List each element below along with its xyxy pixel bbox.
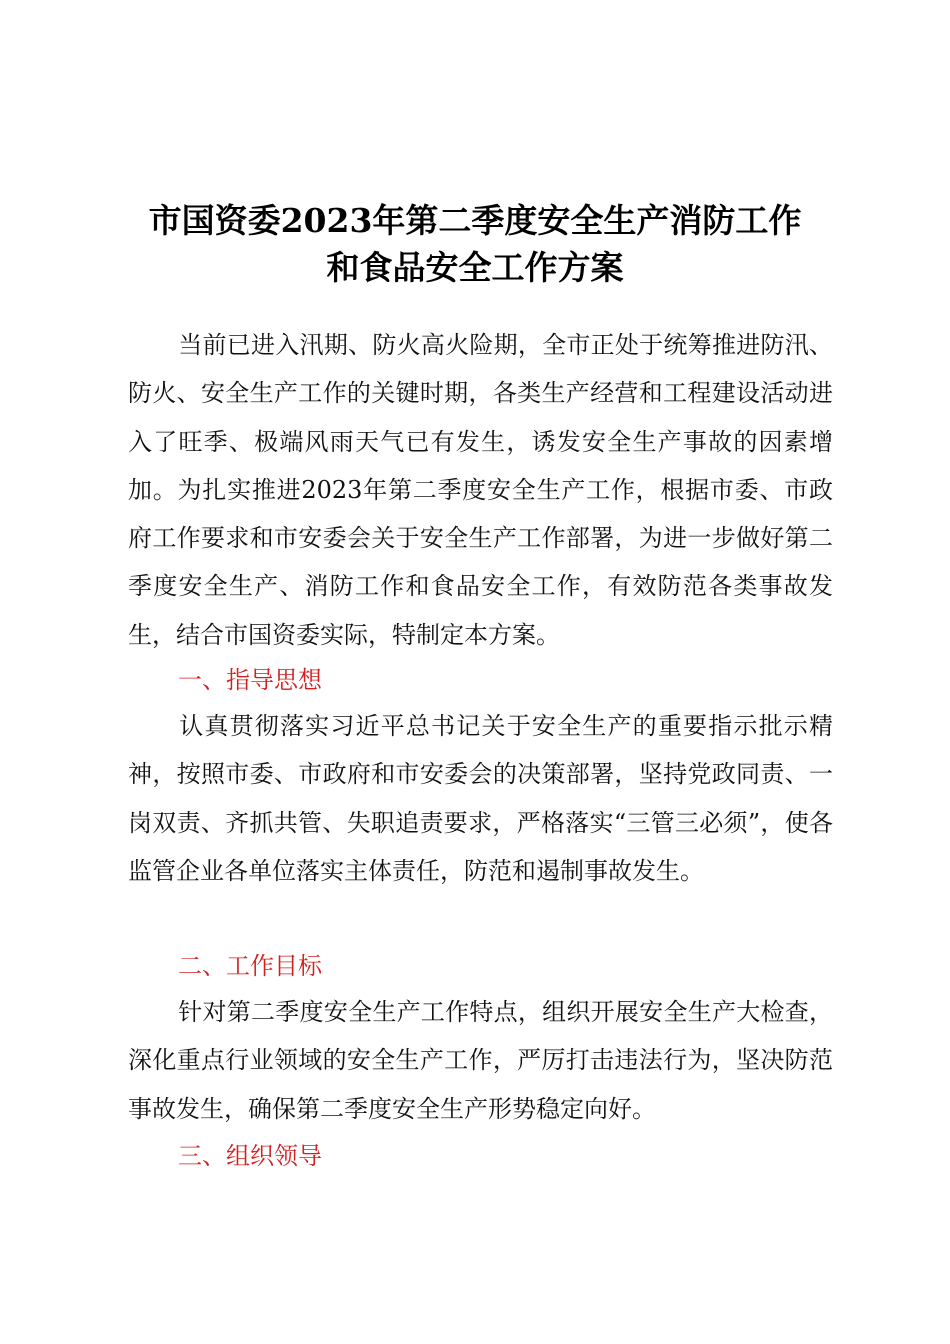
intro-paragraph — [128, 321, 833, 659]
intro-paragraph-text: 当前已进入汛期、防火高火险期，全市正处于统筹推进防汛、防火、安全生产工作的关键时期，各类生产经营和工程建设活动进入了旺季、极端风雨天气已有发生，诱发安全生产事故的因素增加。为扎实推进2023年第二季度安全生产工作，根据市委、市政府工作要求和市安委会关于安全生产工作部署，为进一步做好第二季度安全生产、消防工作和食品安全工作，有效防范各类事故发生，结合市国资委实际，特制定本方案。 — [128, 331, 833, 649]
section-heading-organization-leadership: 三、组织领导 — [178, 1142, 322, 1170]
document-title-line-1: 市国资委2023年第二季度安全生产消防工作 — [148, 201, 802, 240]
section-heading-guiding-ideology: 一、指导思想 — [178, 666, 322, 694]
section-body-work-goals — [128, 988, 833, 1133]
section-body-guiding-ideology — [128, 702, 833, 895]
section-heading-work-goals: 二、工作目标 — [178, 952, 322, 980]
document-title-line-2: 和食品安全工作方案 — [326, 248, 624, 287]
section-body-text: 针对第二季度安全生产工作特点，组织开展安全生产大检查，深化重点行业领域的安全生产工作，严厉打击违法行为，坚决防范事故发生，确保第二季度安全生产形势稳定向好。 — [128, 998, 833, 1123]
section-body-text: 认真贯彻落实习近平总书记关于安全生产的重要指示批示精神，按照市委、市政府和市安委会的决策部署，坚持党政同责、一岗双责、齐抓共管、失职追责要求，严格落实“三管三必须”，使各监管企业各单位落实主体责任，防范和遏制事故发生。 — [128, 712, 833, 885]
